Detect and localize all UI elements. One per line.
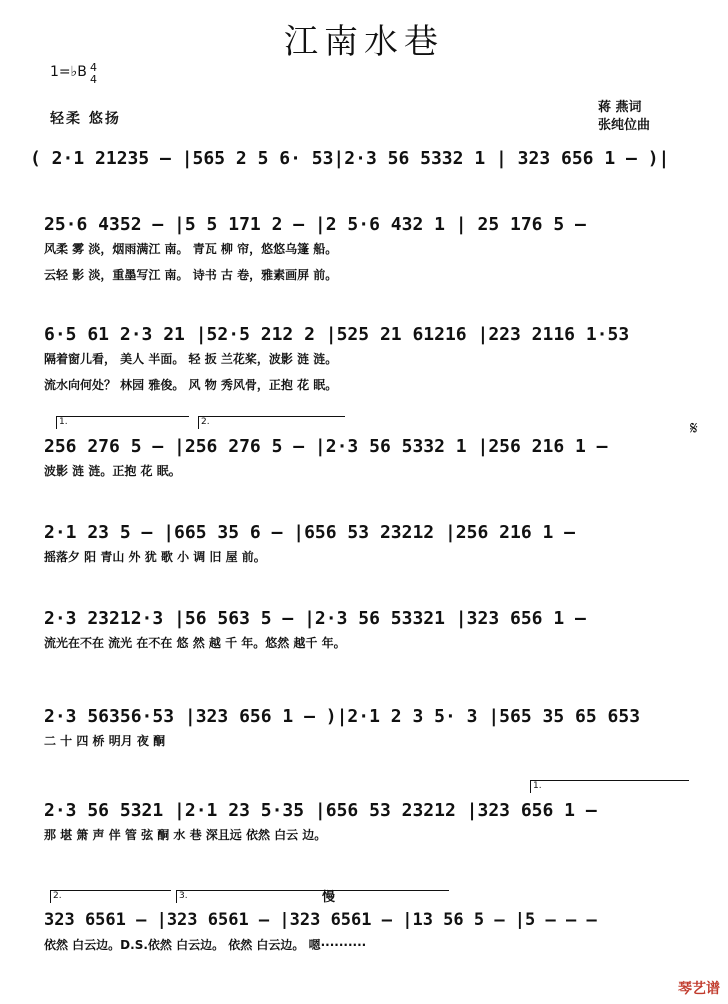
- lyricist: 蒋 燕词: [598, 100, 642, 115]
- volta-2: 2.: [50, 890, 171, 903]
- time-bottom: 4: [90, 73, 97, 86]
- notation-line: 6·5 61 2·3 21 |52·5 212 2 |525 21 61216 |223 2116 1·53: [44, 324, 630, 345]
- tempo-marking: 轻柔 悠扬: [50, 111, 121, 127]
- volta-1: 1.: [56, 416, 189, 429]
- volta-1: 1.: [530, 780, 689, 793]
- notation-line: 2·3 56 5321 |2·1 23 5·35 |656 53 23212 |323 656 1 –: [44, 800, 597, 821]
- lyrics-verse-2: 流水向何处？ 林园 雅俊。 风 物 秀风骨，正抱 花 眠。: [44, 378, 338, 392]
- song-title: 江南水巷: [284, 22, 444, 62]
- segno-icon: 𝄋: [690, 418, 698, 439]
- lyrics-verse-1: 二 十 四 桥 明月 夜 酮: [44, 734, 166, 748]
- notation-line: 2·1 23 5 – |665 35 6 – |656 53 23212 |256 216 1 –: [44, 522, 576, 543]
- lyrics-verse-1: 风柔 雾 淡，烟雨满江 南。 青瓦 柳 帘，悠悠乌篷 船。: [44, 242, 338, 256]
- lyrics-verse-1: 流光在不在 流光 在不在 悠 然 越 千 年。悠然 越千 年。: [44, 636, 346, 650]
- notation-line: 323 6561 – |323 6561 – |323 6561 – |13 56 5 – |5 – – –: [44, 910, 597, 930]
- site-watermark: 琴艺谱: [678, 981, 720, 997]
- lyrics-verse-1: 摇落夕 阳 青山 外 犹 歌 小 调 旧 屋 前。: [44, 550, 266, 564]
- time-signature: [90, 62, 97, 86]
- notation-line: 2·3 56356·53 |323 656 1 – )|2·1 2 3 5· 3 |565 35 65 653: [44, 706, 641, 727]
- lyrics-verse-1: 那 堪 箫 声 伴 管 弦 酮 水 巷 深且远 依然 白云 边。: [44, 828, 327, 842]
- lyrics-verse-1: 依然 白云边。D.S.依然 白云边。 依然 白云边。 嗯··········: [44, 938, 367, 952]
- notation-line: ( 2·1 21235 – |565 2 5 6· 53|2·3 56 5332 1 | 323 656 1 – )|: [30, 148, 670, 169]
- lyrics-verse-1: 隔着窗儿看， 美人 半面。 轻 扳 兰花桨，波影 涟 涟。: [44, 352, 338, 366]
- time-top: 4: [90, 61, 97, 74]
- volta-3: 3.: [176, 890, 449, 903]
- slow-marking: 慢: [322, 890, 336, 905]
- notation-line: 2·3 23212·3 |56 563 5 – |2·3 56 53321 |323 656 1 –: [44, 608, 586, 629]
- notation-line: 256 276 5 – |256 276 5 – |2·3 56 5332 1 |256 216 1 –: [44, 436, 608, 457]
- lyrics-verse-2: 云轻 影 淡，重墨写江 南。 诗书 古 卷，雅素画屏 前。: [44, 268, 338, 282]
- composer: 张纯位曲: [598, 118, 651, 133]
- key-signature: 1=♭B: [50, 64, 87, 80]
- volta-2: 2.: [198, 416, 345, 429]
- notation-line: 25·6 4352 – |5 5 171 2 – |2 5·6 432 1 | 25 176 5 –: [44, 214, 586, 235]
- lyrics-verse-1: 波影 涟 涟。正抱 花 眠。: [44, 464, 181, 478]
